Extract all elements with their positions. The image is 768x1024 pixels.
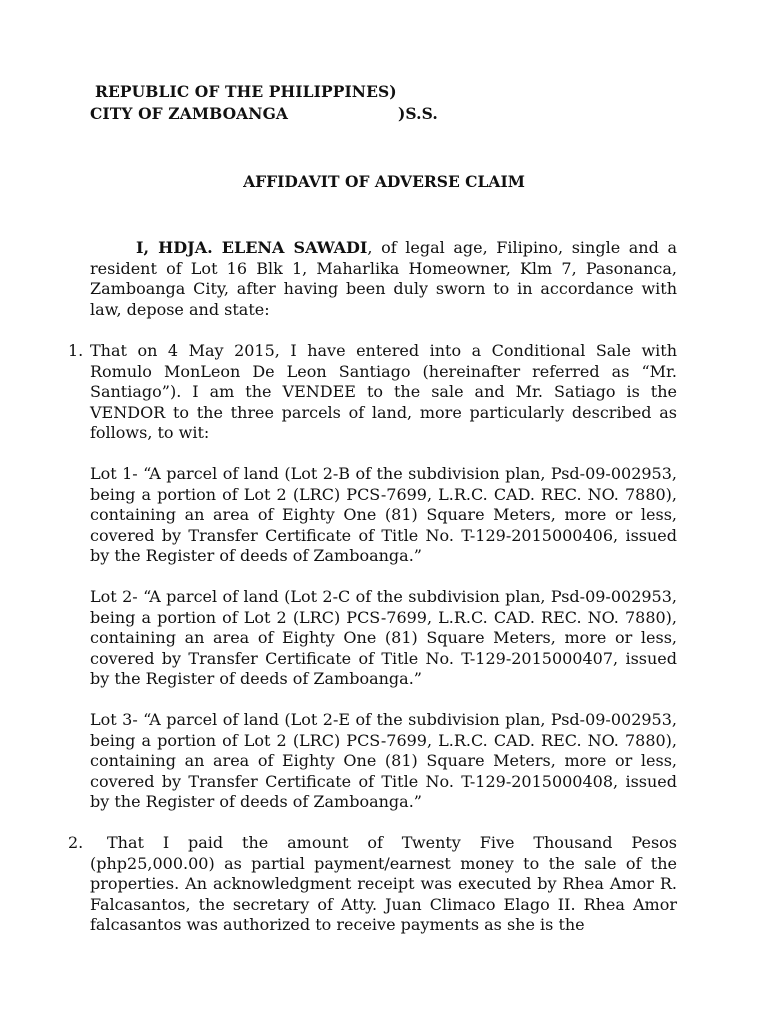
lot-2-description: Lot 2- “A parcel of land (Lot 2-C of the subdivision plan, Psd-09-002953, being a portion of Lot 2 (LRC) PCS-7699, L.R.C. CAD. REC. NO. 7880), containing an area of Eighty One (81) Square Meters, more or less, covered by Transfer Certificate of Title No. T-129-2015000407, issued by the Register of deeds of Zamboanga.”	[90, 587, 677, 688]
caption-line-2-left: CITY OF ZAMBOANGA	[90, 104, 289, 123]
item-2-text: That I paid the amount of Twenty Five Thousand Pesos (php25,000.00) as partial payment/earnest money to the sale of the properties. An acknowledgment receipt was executed by Rhea Amor R. Falcasantos, the secretary of Atty. Juan Climaco Elago II. Rhea Amor falcasantos was authorized to receive payments as she is the	[90, 833, 677, 934]
item-2-number: 2.	[68, 833, 84, 852]
lot-3-description: Lot 3- “A parcel of land (Lot 2-E of the subdivision plan, Psd-09-002953, being a portion of Lot 2 (LRC) PCS-7699, L.R.C. CAD. REC. NO. 7880), containing an area of Eighty One (81) Square Meters, more or less, covered by Transfer Certificate of Title No. T-129-2015000408, issued by the Register of deeds of Zamboanga.”	[90, 710, 677, 811]
caption-line-2-right: )S.S.	[398, 104, 438, 123]
item-1-text: That on 4 May 2015, I have entered into a Conditional Sale with Romulo MonLeon De Leon Santiago (hereinafter referred as “Mr. Santiago”). I am the VENDEE to the sale and Mr. Satiago is the VENDOR to the three parcels of land, more particularly described as follows, to wit:	[90, 341, 677, 442]
document-title: AFFIDAVIT OF ADVERSE CLAIM	[243, 172, 525, 191]
intro-paragraph	[90, 238, 677, 320]
intro-text: , of legal age, Filipino, single and a resident of Lot 16 Blk 1, Maharlika Homeowner, Klm 7, Pasonanca, Zamboanga City, after having been duly sworn to in accordance with law, depose and state:	[90, 238, 677, 319]
affiant-name: I, HDJA. ELENA SAWADI	[136, 238, 368, 257]
lot-1-description: Lot 1- “A parcel of land (Lot 2-B of the subdivision plan, Psd-09-002953, being a portion of Lot 2 (LRC) PCS-7699, L.R.C. CAD. REC. NO. 7880), containing an area of Eighty One (81) Square Meters, more or less, covered by Transfer Certificate of Title No. T-129-2015000406, issued by the Register of deeds of Zamboanga.”	[90, 464, 677, 565]
caption-line-1: REPUBLIC OF THE PHILIPPINES)	[95, 82, 397, 101]
item-1-number: 1.	[68, 341, 84, 360]
